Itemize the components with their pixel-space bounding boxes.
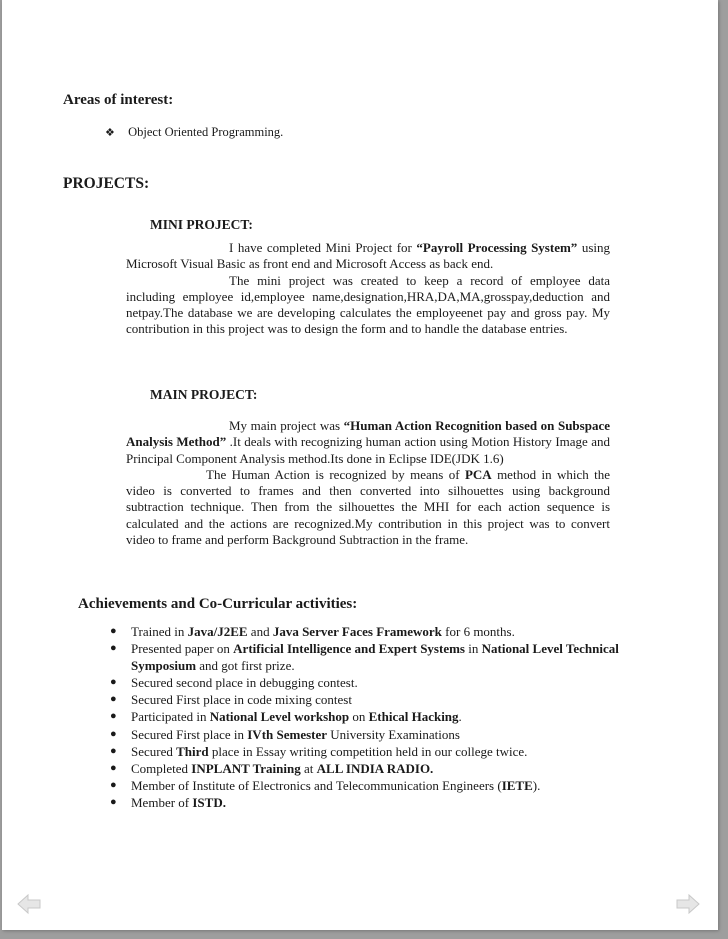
bullet-icon: ● bbox=[110, 642, 117, 655]
achievement-item bbox=[110, 794, 630, 811]
mini-project-paragraph-2 bbox=[126, 273, 610, 338]
bold-text-segment: ISTD. bbox=[192, 794, 226, 810]
text-segment: I have completed Mini Project for bbox=[229, 240, 417, 255]
text-segment: Participated in bbox=[131, 709, 210, 725]
areas-of-interest-heading: Areas of interest: bbox=[63, 92, 174, 108]
mini-project-paragraph-1 bbox=[126, 240, 610, 273]
text-segment: Completed bbox=[131, 760, 192, 776]
achievements-heading: Achievements and Co-Curricular activities: bbox=[78, 596, 358, 612]
main-project-paragraph-2 bbox=[126, 467, 610, 548]
text-segment: and got first prize. bbox=[196, 658, 295, 674]
bold-text-segment: Artificial Intelligence and Expert Systems bbox=[233, 641, 465, 657]
text-segment: Secured second place in debugging contest. bbox=[131, 675, 358, 691]
achievement-item bbox=[110, 674, 630, 691]
bold-text-segment: Java Server Faces Framework bbox=[272, 624, 442, 639]
text-segment: using Microsoft Visual Basic as front end and Microsoft Access as back end. bbox=[126, 240, 610, 272]
bullet-icon: ● bbox=[110, 625, 117, 637]
bold-text-segment: Third bbox=[176, 743, 209, 759]
bold-text-segment: ALL INDIA RADIO. bbox=[316, 760, 434, 776]
projects-heading: PROJECTS: bbox=[63, 175, 150, 192]
bullet-icon: ● bbox=[110, 693, 117, 706]
achievement-item bbox=[110, 760, 630, 777]
bold-text-segment: “Payroll Processing System” bbox=[416, 240, 578, 255]
text-segment: .It deals with recognizing human action using Motion History Image and Principal Component Analysis method.Its done in Eclipse IDE(JDK 1.6) bbox=[126, 434, 610, 466]
text-segment: on bbox=[349, 709, 369, 725]
bold-text-segment: PCA bbox=[464, 466, 492, 482]
mini-project-description bbox=[126, 240, 610, 338]
text-segment: Secured bbox=[131, 743, 177, 759]
text-segment: at bbox=[300, 760, 317, 776]
achievement-item bbox=[110, 691, 630, 708]
text-segment: University Examinations bbox=[327, 726, 460, 742]
bold-text-segment: INPLANT Training bbox=[191, 760, 301, 776]
achievement-item bbox=[110, 708, 630, 725]
left-arrow-icon[interactable] bbox=[16, 893, 42, 915]
text-segment: ). bbox=[532, 777, 541, 793]
main-project-paragraph-1 bbox=[126, 418, 610, 467]
main-project-heading: MAIN PROJECT: bbox=[150, 387, 258, 402]
text-segment: for 6 months. bbox=[441, 624, 515, 639]
bullet-icon: ● bbox=[110, 778, 117, 791]
text-segment: Presented paper on bbox=[131, 641, 234, 657]
right-arrow-icon[interactable] bbox=[675, 893, 701, 915]
achievement-item bbox=[110, 726, 630, 743]
achievement-item bbox=[110, 743, 630, 760]
diamond-bullet-icon: ❖ bbox=[105, 127, 115, 139]
main-project-description bbox=[126, 418, 610, 548]
text-segment: Member of bbox=[131, 794, 193, 810]
text-segment: The Human Action is recognized by means of bbox=[206, 466, 465, 482]
bullet-icon: ● bbox=[110, 676, 117, 689]
bullet-icon: ● bbox=[110, 727, 117, 740]
achievement-item bbox=[110, 777, 630, 794]
text-segment: The mini project was created to keep a record of employee data including employee id,employee name,designation,HRA,DA,MA,grosspay,deduction and netpay.The database we are developing calculates the employeenet pay and gross pay. My contribution in this project was to design the form and to handle the database entries. bbox=[126, 272, 610, 337]
text-segment: Trained in bbox=[131, 624, 188, 639]
bold-text-segment: IETE bbox=[501, 777, 533, 793]
bold-text-segment: “Human Action Recognition based on Subspace Analysis Method” bbox=[126, 418, 610, 450]
mini-project-heading: MINI PROJECT: bbox=[150, 217, 253, 232]
text-segment: Member of Institute of Electronics and Telecommunication Engineers ( bbox=[131, 777, 502, 793]
achievement-item bbox=[110, 623, 630, 640]
bold-text-segment: National Level Technical Symposium bbox=[131, 641, 619, 674]
areas-list-item bbox=[105, 125, 283, 140]
bold-text-segment: Java/J2EE bbox=[187, 624, 248, 639]
text-segment: place in Essay writing competition held in our college twice. bbox=[208, 743, 528, 759]
bold-text-segment: National Level workshop bbox=[209, 709, 350, 725]
text-segment: and bbox=[247, 624, 273, 639]
text-segment: in bbox=[464, 641, 482, 657]
bold-text-segment: Ethical Hacking bbox=[368, 709, 459, 725]
achievement-item bbox=[110, 640, 630, 674]
text-segment: . bbox=[458, 709, 462, 725]
bold-text-segment: IVth Semester bbox=[247, 726, 328, 742]
bullet-icon: ● bbox=[110, 710, 117, 723]
bullet-icon: ● bbox=[110, 795, 117, 808]
achievements-list bbox=[110, 623, 630, 811]
text-segment: My main project was bbox=[229, 418, 344, 433]
text-segment: Secured First place in code mixing contest bbox=[131, 692, 352, 708]
document-page bbox=[2, 0, 718, 930]
bullet-icon: ● bbox=[110, 744, 117, 757]
text-segment: method in which the video is converted to frames and then converted into silhouettes using background subtraction technique. Then from the silhouettes the MHI for each action sequence is calculated and the actions are recognized.My contribution in this project was to convert video to frame and perform Background Subtraction in the frame. bbox=[126, 466, 610, 548]
bullet-icon: ● bbox=[110, 761, 117, 774]
areas-item-text: Object Oriented Programming. bbox=[128, 125, 284, 139]
text-segment: Secured First place in bbox=[131, 726, 248, 742]
